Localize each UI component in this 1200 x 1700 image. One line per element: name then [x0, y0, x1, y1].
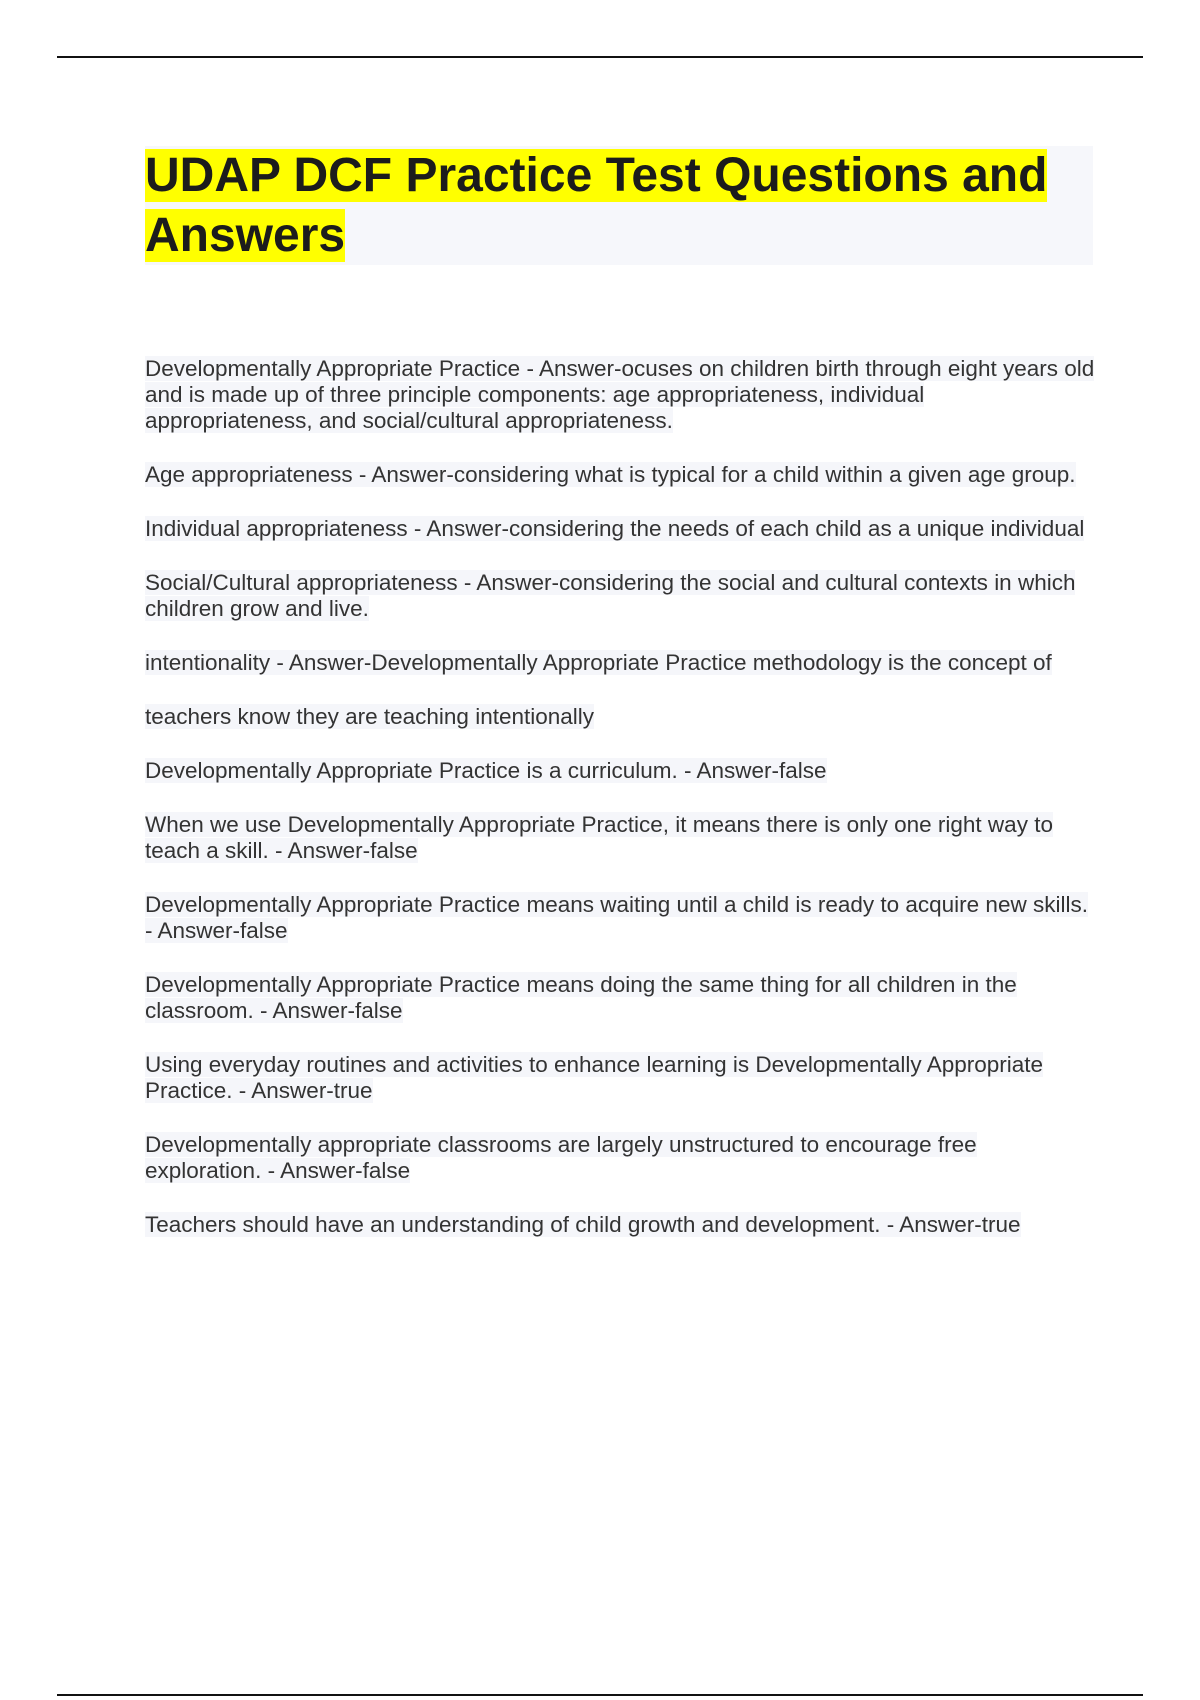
qa-entry-text: intentionality - Answer-Developmentally Appropriate Practice methodology is the concept of — [145, 650, 1052, 675]
qa-entry-text: Social/Cultural appropriateness - Answer-considering the social and cultural contexts in which children grow and live. — [145, 570, 1076, 621]
top-rule — [57, 56, 1143, 58]
qa-entry-11 — [145, 1052, 1095, 1104]
title-block — [145, 146, 1093, 265]
qa-entry-9 — [145, 892, 1095, 944]
qa-entry-5 — [145, 650, 1095, 676]
qa-entry-text: Age appropriateness - Answer-considering what is typical for a child within a given age group. — [145, 462, 1076, 487]
qa-entry-text: Developmentally Appropriate Practice means doing the same thing for all children in the classroom. - Answer-false — [145, 972, 1017, 1023]
qa-entry-text: Using everyday routines and activities to enhance learning is Developmentally Appropriate Practice. - Answer-true — [145, 1052, 1044, 1103]
qa-entry-6 — [145, 704, 1095, 730]
qa-entry-10 — [145, 972, 1095, 1024]
qa-entry-text: Individual appropriateness - Answer-considering the needs of each child as a unique individual — [145, 516, 1085, 541]
qa-entry-13 — [145, 1212, 1095, 1238]
qa-entry-2 — [145, 462, 1095, 488]
qa-entry-text: Developmentally Appropriate Practice - Answer-ocuses on children birth through eight years old and is made up of three principle components: age appropriateness, individual appropriateness, and social/cultural appropriateness. — [145, 356, 1095, 433]
qa-entry-8 — [145, 812, 1095, 864]
qa-entry-7 — [145, 758, 1095, 784]
qa-list — [145, 356, 1095, 1266]
qa-entry-3 — [145, 516, 1095, 542]
qa-entry-12 — [145, 1132, 1095, 1184]
document-title — [145, 146, 1093, 266]
qa-entry-1 — [145, 356, 1095, 434]
document-title-text: UDAP DCF Practice Test Questions and Answers — [145, 149, 1048, 262]
qa-entry-text: Developmentally appropriate classrooms are largely unstructured to encourage free exploration. - Answer-false — [145, 1132, 977, 1183]
qa-entry-text: Developmentally Appropriate Practice is a curriculum. - Answer-false — [145, 758, 827, 783]
qa-entry-text: teachers know they are teaching intentionally — [145, 704, 595, 729]
qa-entry-text: Teachers should have an understanding of child growth and development. - Answer-true — [145, 1212, 1021, 1237]
qa-entry-4 — [145, 570, 1095, 622]
qa-entry-text: Developmentally Appropriate Practice means waiting until a child is ready to acquire new skills. - Answer-false — [145, 892, 1088, 943]
qa-entry-text: When we use Developmentally Appropriate Practice, it means there is only one right way to teach a skill. - Answer-false — [145, 812, 1053, 863]
bottom-rule — [57, 1694, 1143, 1696]
